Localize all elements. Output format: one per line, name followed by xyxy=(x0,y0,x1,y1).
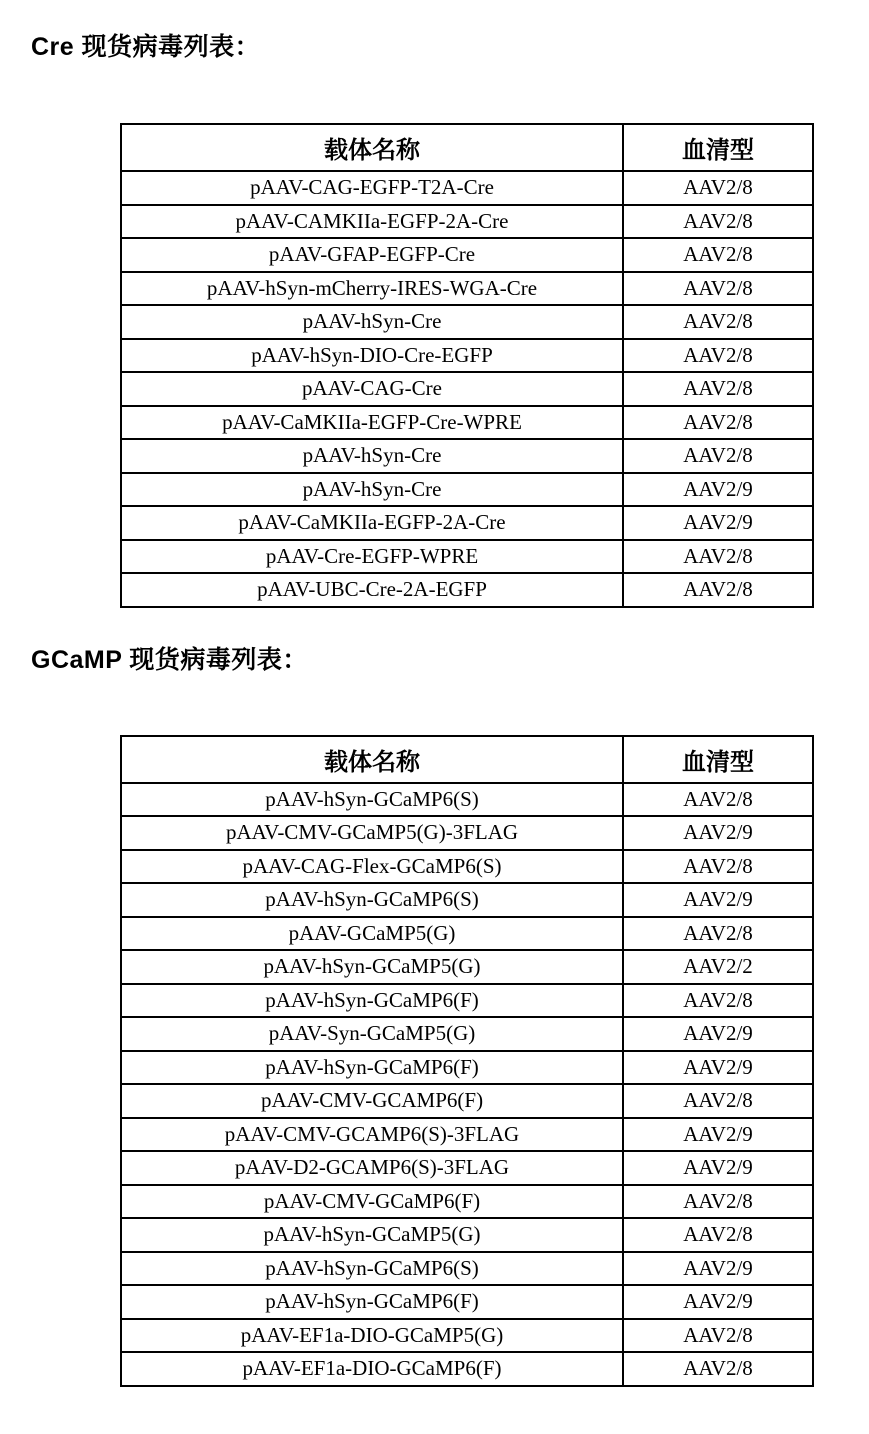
serotype-cell: AAV2/9 xyxy=(623,1118,813,1152)
vector-name-cell: pAAV-Syn-GCaMP5(G) xyxy=(121,1017,623,1051)
vector-name-cell: pAAV-EF1a-DIO-GCaMP6(F) xyxy=(121,1352,623,1386)
table-row xyxy=(121,1352,813,1386)
vector-name-cell: pAAV-CAG-Flex-GCaMP6(S) xyxy=(121,850,623,884)
table-row xyxy=(121,850,813,884)
table-row xyxy=(121,783,813,817)
serotype-cell: AAV2/8 xyxy=(623,573,813,607)
table-row xyxy=(121,1151,813,1185)
vector-name-cell: pAAV-hSyn-GCaMP6(F) xyxy=(121,984,623,1018)
serotype-cell: AAV2/8 xyxy=(623,305,813,339)
vector-name-cell: pAAV-GFAP-EGFP-Cre xyxy=(121,238,623,272)
table-row xyxy=(121,1051,813,1085)
vector-name-cell: pAAV-hSyn-mCherry-IRES-WGA-Cre xyxy=(121,272,623,306)
table-row xyxy=(121,339,813,373)
serotype-cell: AAV2/8 xyxy=(623,372,813,406)
serotype-cell: AAV2/9 xyxy=(623,1017,813,1051)
table-row xyxy=(121,1185,813,1219)
vector-name-cell: pAAV-CAMKIIa-EGFP-2A-Cre xyxy=(121,205,623,239)
serotype-cell: AAV2/8 xyxy=(623,171,813,205)
table-row xyxy=(121,272,813,306)
serotype-cell: AAV2/8 xyxy=(623,205,813,239)
serotype-cell: AAV2/8 xyxy=(623,850,813,884)
vector-name-cell: pAAV-hSyn-DIO-Cre-EGFP xyxy=(121,339,623,373)
serotype-cell: AAV2/8 xyxy=(623,540,813,574)
table-row xyxy=(121,439,813,473)
vector-name-cell: pAAV-hSyn-GCaMP6(S) xyxy=(121,1252,623,1286)
serotype-cell: AAV2/8 xyxy=(623,984,813,1018)
serotype-cell: AAV2/8 xyxy=(623,1185,813,1219)
serotype-cell: AAV2/9 xyxy=(623,816,813,850)
serotype-cell: AAV2/9 xyxy=(623,1051,813,1085)
vector-name-cell: pAAV-CaMKIIa-EGFP-Cre-WPRE xyxy=(121,406,623,440)
table-row xyxy=(121,305,813,339)
table-row xyxy=(121,238,813,272)
vector-name-cell: pAAV-hSyn-Cre xyxy=(121,305,623,339)
column-header-serotype: 血清型 xyxy=(623,736,813,783)
table-row xyxy=(121,1017,813,1051)
table-row xyxy=(121,473,813,507)
table-row xyxy=(121,984,813,1018)
vector-name-cell: pAAV-hSyn-GCaMP5(G) xyxy=(121,1218,623,1252)
serotype-cell: AAV2/8 xyxy=(623,783,813,817)
vector-name-cell: pAAV-hSyn-Cre xyxy=(121,439,623,473)
vector-name-cell: pAAV-hSyn-GCaMP6(F) xyxy=(121,1051,623,1085)
serotype-cell: AAV2/8 xyxy=(623,1319,813,1353)
table-row xyxy=(121,573,813,607)
vector-name-cell: pAAV-hSyn-GCaMP6(S) xyxy=(121,783,623,817)
serotype-cell: AAV2/8 xyxy=(623,1084,813,1118)
serotype-cell: AAV2/8 xyxy=(623,1218,813,1252)
serotype-cell: AAV2/9 xyxy=(623,1252,813,1286)
serotype-cell: AAV2/9 xyxy=(623,883,813,917)
table-row xyxy=(121,1084,813,1118)
cre-virus-table xyxy=(120,123,814,608)
table-row xyxy=(121,816,813,850)
vector-name-cell: pAAV-hSyn-GCaMP6(S) xyxy=(121,883,623,917)
vector-name-cell: pAAV-CAG-Cre xyxy=(121,372,623,406)
serotype-cell: AAV2/9 xyxy=(623,1151,813,1185)
table-row xyxy=(121,1118,813,1152)
column-header-vector-name: 载体名称 xyxy=(121,124,623,171)
vector-name-cell: pAAV-CMV-GCaMP5(G)-3FLAG xyxy=(121,816,623,850)
serotype-cell: AAV2/8 xyxy=(623,238,813,272)
gcamp-virus-table xyxy=(120,735,814,1387)
vector-name-cell: pAAV-CMV-GCAMP6(S)-3FLAG xyxy=(121,1118,623,1152)
table-row xyxy=(121,171,813,205)
section-title-cre: Cre 现货病毒列表： xyxy=(31,33,261,61)
column-header-vector-name: 载体名称 xyxy=(121,736,623,783)
section-title-gcamp: GCaMP 现货病毒列表： xyxy=(31,645,308,674)
serotype-cell: AAV2/2 xyxy=(623,950,813,984)
table-row xyxy=(121,205,813,239)
table-row xyxy=(121,406,813,440)
vector-name-cell: pAAV-CMV-GCaMP6(F) xyxy=(121,1185,623,1219)
table-header-row xyxy=(121,124,813,171)
vector-name-cell: pAAV-hSyn-GCaMP5(G) xyxy=(121,950,623,984)
vector-name-cell: pAAV-CAG-EGFP-T2A-Cre xyxy=(121,171,623,205)
serotype-cell: AAV2/8 xyxy=(623,272,813,306)
serotype-cell: AAV2/8 xyxy=(623,917,813,951)
table-row xyxy=(121,950,813,984)
table-row xyxy=(121,540,813,574)
table-row xyxy=(121,506,813,540)
vector-name-cell: pAAV-hSyn-Cre xyxy=(121,473,623,507)
table-row xyxy=(121,1252,813,1286)
table-header-row xyxy=(121,736,813,783)
table-row xyxy=(121,1319,813,1353)
vector-name-cell: pAAV-UBC-Cre-2A-EGFP xyxy=(121,573,623,607)
vector-name-cell: pAAV-GCaMP5(G) xyxy=(121,917,623,951)
serotype-cell: AAV2/8 xyxy=(623,339,813,373)
table-row xyxy=(121,917,813,951)
vector-name-cell: pAAV-CMV-GCAMP6(F) xyxy=(121,1084,623,1118)
vector-name-cell: pAAV-D2-GCAMP6(S)-3FLAG xyxy=(121,1151,623,1185)
serotype-cell: AAV2/8 xyxy=(623,439,813,473)
serotype-cell: AAV2/8 xyxy=(623,406,813,440)
table-row xyxy=(121,883,813,917)
table-row xyxy=(121,1285,813,1319)
serotype-cell: AAV2/9 xyxy=(623,473,813,507)
vector-name-cell: pAAV-Cre-EGFP-WPRE xyxy=(121,540,623,574)
table-row xyxy=(121,372,813,406)
table-row xyxy=(121,1218,813,1252)
serotype-cell: AAV2/9 xyxy=(623,506,813,540)
column-header-serotype: 血清型 xyxy=(623,124,813,171)
vector-name-cell: pAAV-EF1a-DIO-GCaMP5(G) xyxy=(121,1319,623,1353)
vector-name-cell: pAAV-CaMKIIa-EGFP-2A-Cre xyxy=(121,506,623,540)
serotype-cell: AAV2/8 xyxy=(623,1352,813,1386)
serotype-cell: AAV2/9 xyxy=(623,1285,813,1319)
vector-name-cell: pAAV-hSyn-GCaMP6(F) xyxy=(121,1285,623,1319)
